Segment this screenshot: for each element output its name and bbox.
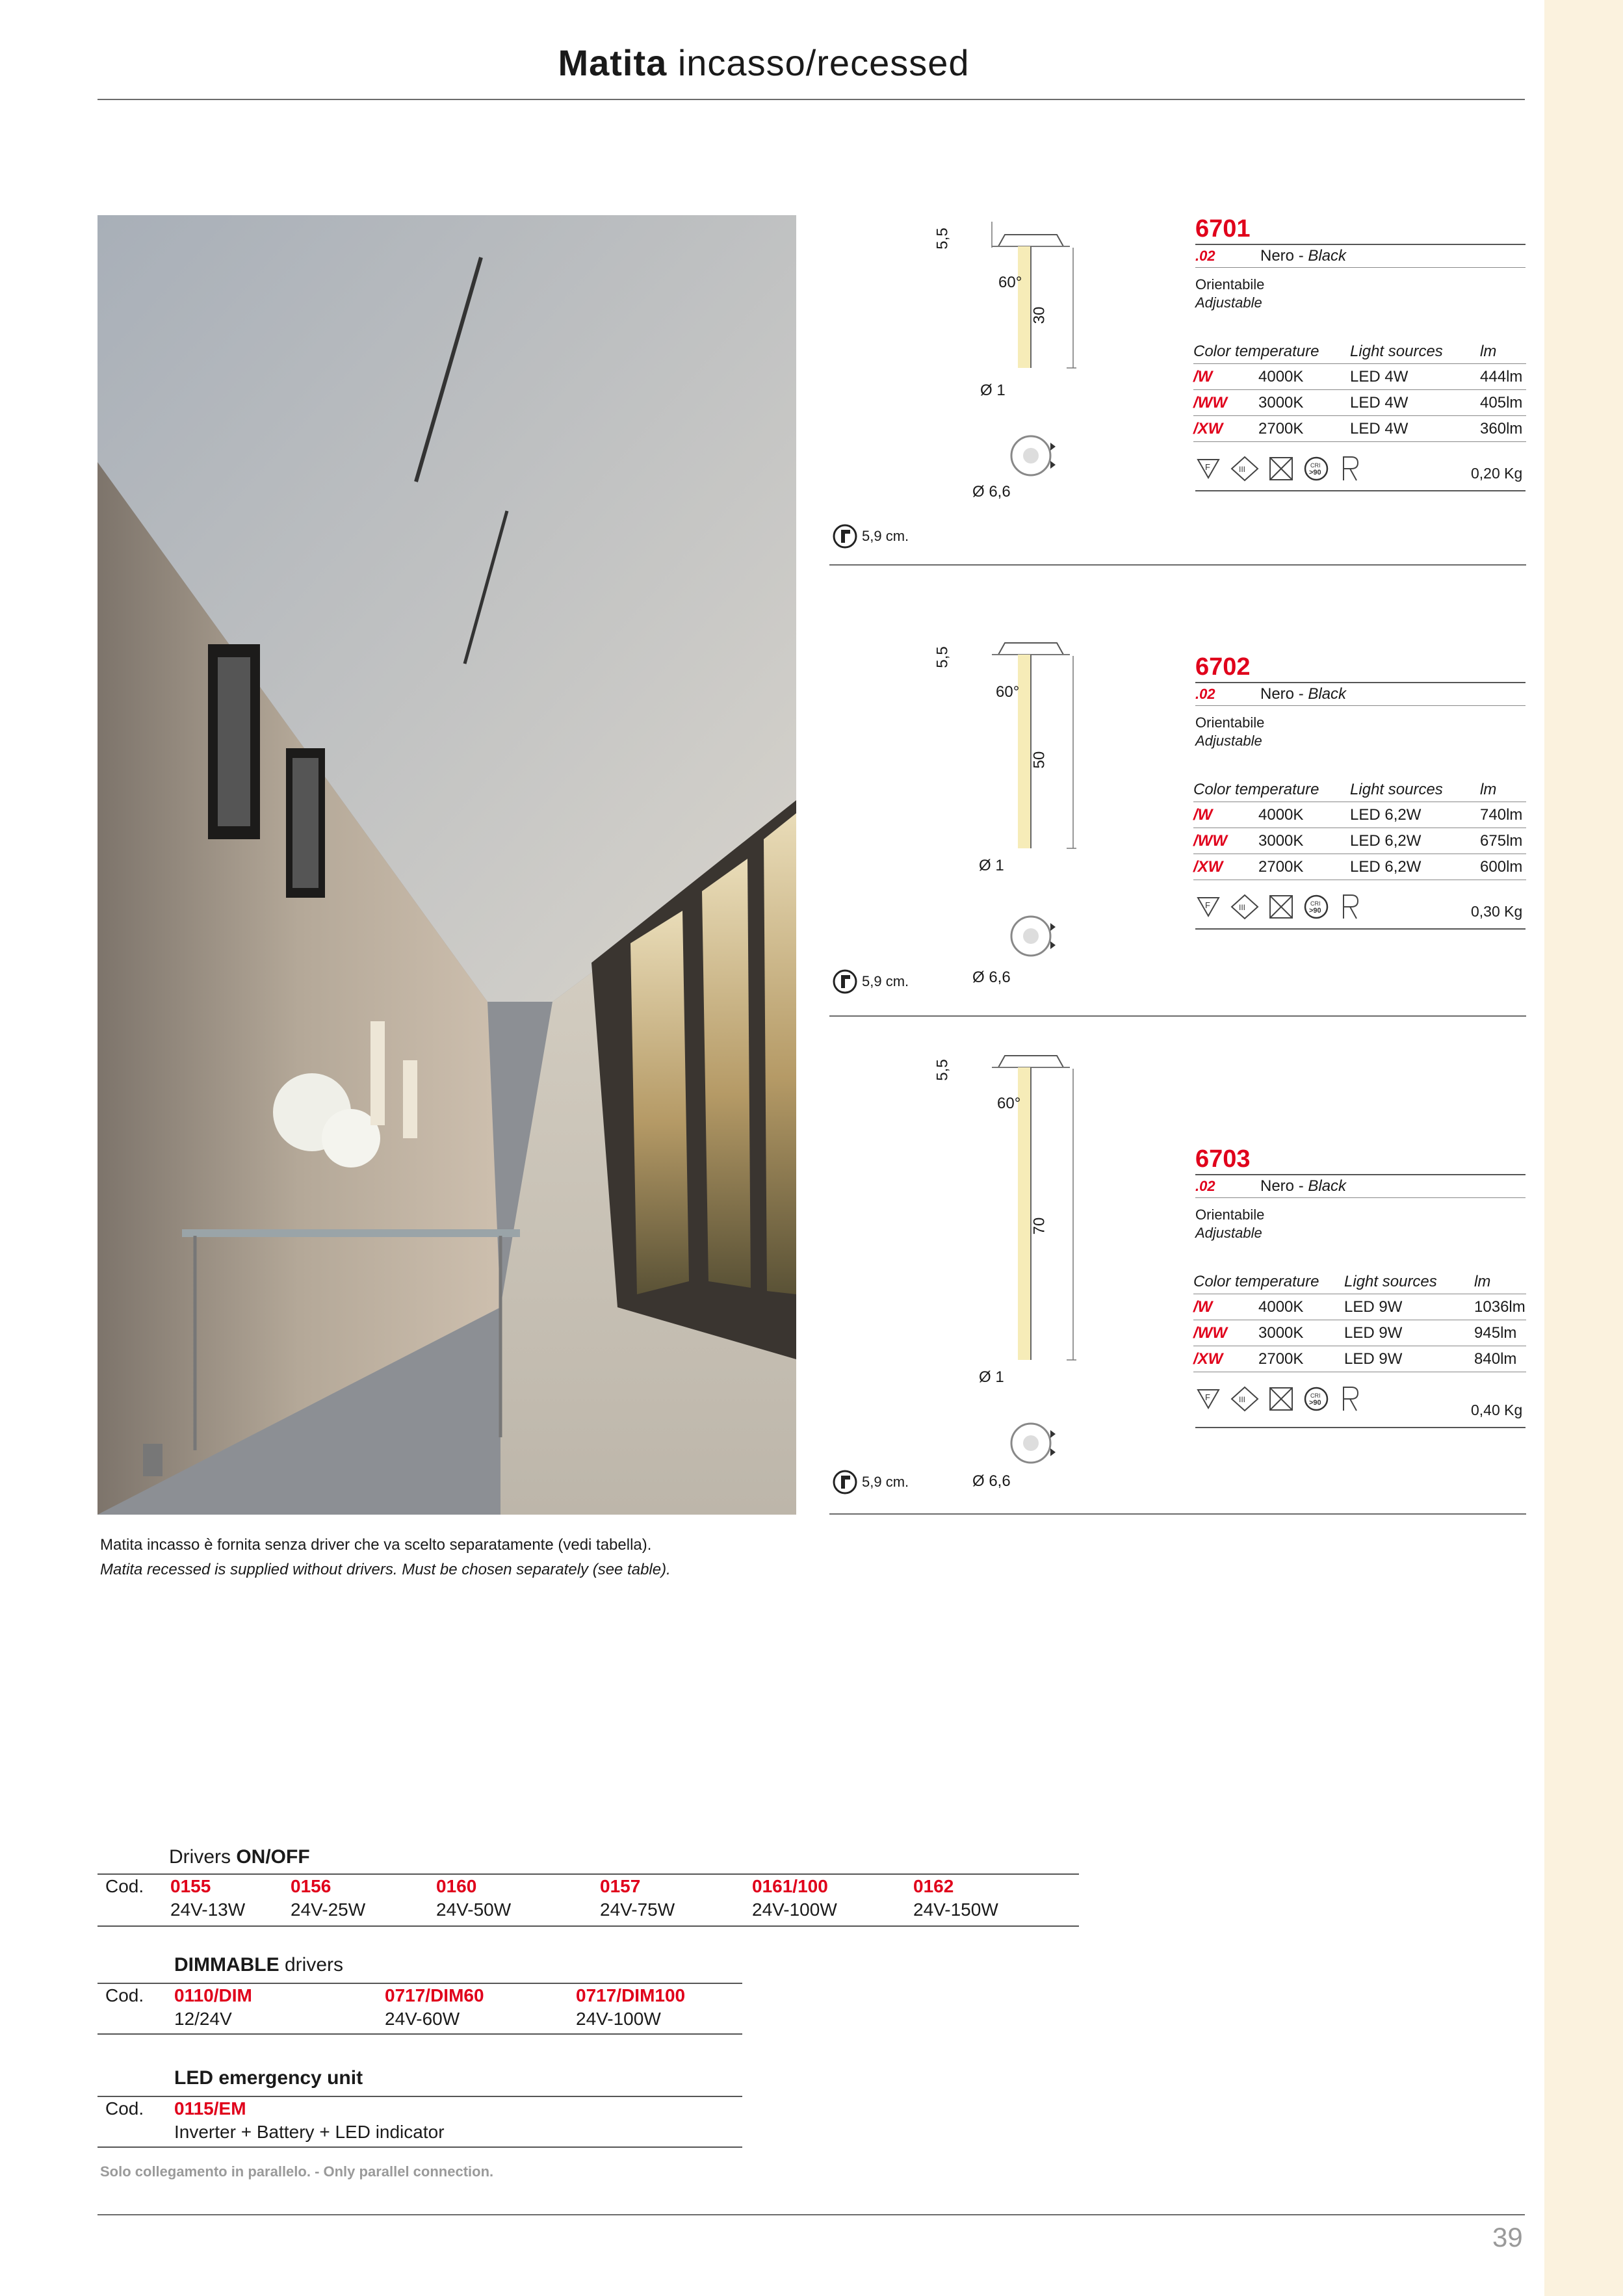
caption-italian: Matita incasso è fornita senza driver che va scelto separatamente (vedi tabella). bbox=[100, 1536, 652, 1554]
product-6701 bbox=[829, 215, 1526, 566]
cri-90-icon bbox=[1303, 1386, 1329, 1412]
cert-icons bbox=[1195, 454, 1362, 483]
finish-it: Nero bbox=[1260, 247, 1295, 265]
col-header: Color temperature bbox=[1193, 340, 1350, 364]
svg-text:III: III bbox=[1239, 1395, 1246, 1404]
dim-top: 5,5 bbox=[933, 646, 952, 668]
no-cover-icon bbox=[1268, 456, 1294, 482]
section-rule bbox=[829, 1015, 1526, 1017]
cutout-icon bbox=[832, 1469, 858, 1495]
product-6703 bbox=[829, 1048, 1526, 1503]
finish-code: .02 bbox=[1195, 248, 1215, 264]
section-rule bbox=[829, 1513, 1526, 1515]
product-weight: 0,30 Kg bbox=[1471, 903, 1523, 920]
no-cover-icon bbox=[1268, 894, 1294, 920]
product-code: 6703 bbox=[1195, 1145, 1251, 1173]
product-code: 6701 bbox=[1195, 215, 1251, 242]
cri-90-icon bbox=[1303, 456, 1329, 482]
dim-diameter: Ø 1 bbox=[979, 857, 1004, 874]
r-mark-icon bbox=[1338, 1385, 1362, 1413]
svg-text:F: F bbox=[1205, 462, 1210, 472]
svg-text:F: F bbox=[1205, 900, 1210, 910]
r-mark-icon bbox=[1338, 893, 1362, 921]
finish-it: Nero bbox=[1260, 685, 1295, 703]
feature-en: Adjustable bbox=[1195, 733, 1262, 749]
col-header: lm bbox=[1480, 340, 1526, 364]
table-row: /WW 3000K LED 6,2W 675lm bbox=[1193, 828, 1526, 854]
cert-icons bbox=[1195, 1385, 1362, 1413]
feature-it: Orientabile bbox=[1195, 1207, 1265, 1223]
svg-text:CRI: CRI bbox=[1310, 900, 1321, 907]
photo-caption bbox=[100, 1533, 671, 1582]
cutout bbox=[832, 523, 909, 549]
col-header: Color temperature bbox=[1193, 1270, 1344, 1294]
cutout bbox=[832, 1469, 909, 1495]
svg-text:>90: >90 bbox=[1309, 469, 1321, 476]
dim-length: 70 bbox=[1030, 1217, 1048, 1235]
spec-table bbox=[1193, 340, 1526, 442]
col-header: lm bbox=[1474, 1270, 1526, 1294]
top-rule bbox=[97, 99, 1525, 100]
cutout-label: 5,9 cm. bbox=[862, 1474, 909, 1490]
product-end-rule bbox=[1195, 928, 1526, 930]
dim-diameter: Ø 1 bbox=[979, 1368, 1004, 1386]
table-row: /WW 3000K LED 4W 405lm bbox=[1193, 390, 1526, 416]
feature-it: Orientabile bbox=[1195, 276, 1265, 293]
dim-head: Ø 6,6 bbox=[972, 483, 1011, 501]
table-row: /W 4000K LED 4W 444lm bbox=[1193, 364, 1526, 390]
col-header: Light sources bbox=[1344, 1270, 1474, 1294]
cod-label: Cod. bbox=[105, 2098, 144, 2119]
dim-top: 5,5 bbox=[933, 228, 952, 250]
drivers-onoff-bottom-rule bbox=[97, 1925, 1079, 1927]
svg-text:CRI: CRI bbox=[1310, 1392, 1321, 1399]
r-mark-icon bbox=[1338, 454, 1362, 483]
feature-it: Orientabile bbox=[1195, 714, 1265, 731]
table-row: /WW 3000K LED 9W 945lm bbox=[1193, 1320, 1526, 1346]
finish-it: Nero bbox=[1260, 1177, 1295, 1195]
finish-en: Black bbox=[1308, 685, 1347, 703]
drivers-dim-bottom-rule bbox=[97, 2033, 742, 2035]
dim-length: 50 bbox=[1030, 751, 1048, 769]
class-iii-icon bbox=[1230, 894, 1259, 920]
cod-label: Cod. bbox=[105, 1985, 144, 2005]
drivers-dim-table: Cod. 0110/DIM 0717/DIM60 0717/DIM100 12/24V 24V-60W 24V-100W bbox=[105, 1985, 686, 2029]
col-header: Light sources bbox=[1350, 340, 1480, 364]
dim-angle: 60° bbox=[998, 274, 1022, 291]
finish-en: Black bbox=[1308, 247, 1347, 265]
product-code: 6702 bbox=[1195, 653, 1251, 681]
svg-text:>90: >90 bbox=[1309, 907, 1321, 915]
table-row: /W 4000K LED 9W 1036lm bbox=[1193, 1294, 1526, 1320]
dim-top: 5,5 bbox=[933, 1059, 952, 1081]
emergency-title: LED emergency unit bbox=[174, 2067, 363, 2089]
dim-length: 30 bbox=[1030, 306, 1048, 324]
cutout-label: 5,9 cm. bbox=[862, 973, 909, 989]
cert-icons bbox=[1195, 893, 1362, 921]
product-end-rule bbox=[1195, 1427, 1526, 1428]
table-row: /W 4000K LED 6,2W 740lm bbox=[1193, 802, 1526, 828]
interior-photo bbox=[97, 215, 796, 1515]
cod-label: Cod. bbox=[105, 1876, 144, 1896]
dim-head: Ø 6,6 bbox=[972, 1472, 1011, 1490]
class-iii-icon bbox=[1230, 1386, 1259, 1412]
svg-text:III: III bbox=[1239, 465, 1246, 474]
finish-code: .02 bbox=[1195, 686, 1215, 702]
product-6702 bbox=[829, 634, 1526, 998]
dim-diameter: Ø 1 bbox=[980, 382, 1006, 399]
cutout-icon bbox=[832, 969, 858, 995]
parallel-note: Solo collegamento in parallelo. - Only parallel connection. bbox=[100, 2163, 494, 2180]
col-header: Light sources bbox=[1350, 778, 1480, 802]
svg-text:CRI: CRI bbox=[1310, 462, 1321, 469]
spec-table bbox=[1193, 1270, 1526, 1372]
cutout bbox=[832, 969, 909, 995]
col-header: Color temperature bbox=[1193, 778, 1350, 802]
f-mark-icon bbox=[1195, 894, 1221, 920]
finish-row: .02 Nero - Black bbox=[1195, 245, 1526, 268]
spec-table bbox=[1193, 778, 1526, 880]
finish-row: .02 Nero - Black bbox=[1195, 1175, 1526, 1198]
title-bold: Matita bbox=[558, 42, 668, 83]
side-band bbox=[1544, 0, 1623, 2296]
emergency-bottom-rule bbox=[97, 2146, 742, 2148]
section-rule bbox=[829, 564, 1526, 566]
cutout-icon bbox=[832, 523, 858, 549]
caption-english: Matita recessed is supplied without drivers. Must be chosen separately (see table). bbox=[100, 1561, 671, 1578]
drivers-onoff-title: Drivers ON/OFF bbox=[169, 1846, 310, 1868]
class-iii-icon bbox=[1230, 456, 1259, 482]
table-row: /XW 2700K LED 9W 840lm bbox=[1193, 1346, 1526, 1372]
svg-text:III: III bbox=[1239, 903, 1246, 912]
table-row: /XW 2700K LED 4W 360lm bbox=[1193, 416, 1526, 442]
cri-90-icon bbox=[1303, 894, 1329, 920]
col-header: lm bbox=[1480, 778, 1526, 802]
finish-row: .02 Nero - Black bbox=[1195, 683, 1526, 706]
dim-angle: 60° bbox=[996, 683, 1020, 701]
emergency-table: Cod. 0115/EM Inverter + Battery + LED indicator bbox=[105, 2098, 445, 2142]
feature-en: Adjustable bbox=[1195, 294, 1262, 311]
table-row: /XW 2700K LED 6,2W 600lm bbox=[1193, 854, 1526, 880]
finish-code: .02 bbox=[1195, 1178, 1215, 1194]
bottom-rule bbox=[97, 2214, 1525, 2215]
svg-text:>90: >90 bbox=[1309, 1399, 1321, 1407]
page-title bbox=[0, 42, 1527, 84]
product-end-rule bbox=[1195, 490, 1526, 491]
drivers-onoff-table: Cod. 0155 0156 0160 0157 0161/100 0162 24V-13W 24V-25W 24V-50W 24V-75W 24V-100W 24V-150W bbox=[105, 1876, 998, 1920]
title-rest: incasso/recessed bbox=[677, 42, 970, 83]
f-mark-icon bbox=[1195, 456, 1221, 482]
dim-angle: 60° bbox=[997, 1095, 1021, 1112]
f-mark-icon bbox=[1195, 1386, 1221, 1412]
cutout-label: 5,9 cm. bbox=[862, 528, 909, 544]
svg-text:F: F bbox=[1205, 1392, 1210, 1402]
no-cover-icon bbox=[1268, 1386, 1294, 1412]
finish-en: Black bbox=[1308, 1177, 1347, 1195]
drivers-dim-title: DIMMABLE drivers bbox=[174, 1954, 344, 1976]
product-weight: 0,40 Kg bbox=[1471, 1402, 1523, 1418]
feature-en: Adjustable bbox=[1195, 1225, 1262, 1241]
product-weight: 0,20 Kg bbox=[1471, 465, 1523, 482]
page-number: 39 bbox=[1492, 2222, 1523, 2252]
dim-head: Ø 6,6 bbox=[972, 969, 1011, 986]
